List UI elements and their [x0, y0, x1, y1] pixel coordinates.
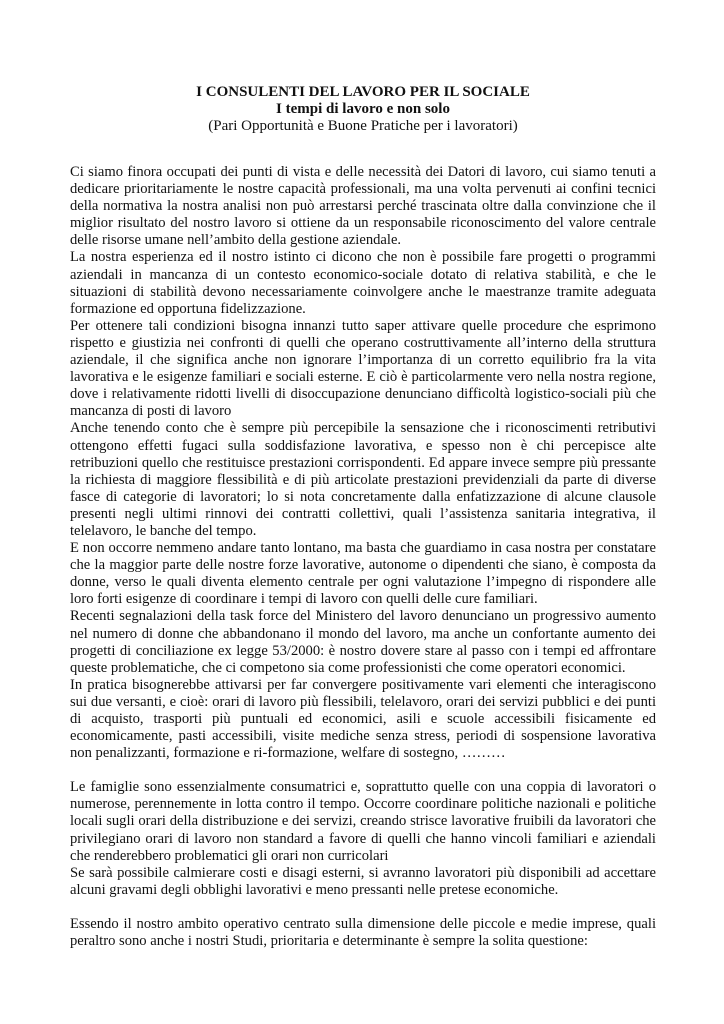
paragraph-3: Per ottenere tali condizioni bisogna innanzi tutto saper attivare quelle procedure che esprimono rispetto e giustizia nei confronti di quelli che operano costruttivamente all’interno della struttura aziendale, il che significa anche non ignorare l’importanza di un corretto equilibrio fra la vita lavorativa e le esigenze familiari e sociali esterne. E ciò è particolarmente vero nella nostra regione, dove i relativamente ridotti livelli di disoccupazione denunciano difficoltà logistico-sociali più che mancanza di posti di lavoro [70, 317, 656, 420]
paragraph-8: Le famiglie sono essenzialmente consumatrici e, soprattutto quelle con una coppia di lavoratori o numerose, perennemente in lotta contro il tempo. Occorre coordinare politiche nazionali e politiche locali sugli orari della distribuzione e dei servizi, creando strisce lavorative fruibili da lavoratori che privilegiano orari di lavoro non standard a favore di quelli che hanno vincoli familiari e aziendali che renderebbero problematici gli orari non curricolari [70, 779, 656, 864]
document-body [70, 164, 656, 950]
paragraph-2: La nostra esperienza ed il nostro istinto ci dicono che non è possibile fare progetti o programmi aziendali in mancanza di un contesto economico-sociale dotato di relativa stabilità, e che le situazioni di stabilità devono necessariamente coinvolgere anche le maestranze tramite adeguata formazione ed opportuna fidelizzazione. [70, 249, 656, 317]
paragraph-9: Se sarà possibile calmierare costi e disagi esterni, si avranno lavoratori più disponibili ad accettare alcuni gravami degli obblighi lavorativi e meno pressanti nelle pretese economiche. [70, 864, 656, 898]
paragraph-6: Recenti segnalazioni della task force del Ministero del lavoro denunciano un progressivo aumento nel numero di donne che abbandonano il mondo del lavoro, ma anche un confortante aumento dei progetti di conciliazione ex legge 53/2000: è nostro dovere stare al passo con i tempi ed affrontare queste problematiche, che ci competono sia come professionisti che come operatori economici. [70, 608, 656, 676]
document-tagline: (Pari Opportunità e Buone Pratiche per i lavoratori) [208, 118, 518, 134]
paragraph-gap [70, 899, 656, 916]
document-title: I CONSULENTI DEL LAVORO PER IL SOCIALE [196, 84, 530, 100]
paragraph-5: E non occorre nemmeno andare tanto lontano, ma basta che guardiamo in casa nostra per constatare che la maggior parte delle nostre forze lavorative, autonome o dipendenti che siano, è composta da donne, verso le quali diventa elemento centrale per ogni valutazione l’impegno di rispondere alle loro forti esigenze di coordinare i tempi di lavoro con quelli delle cure familiari. [70, 540, 656, 608]
paragraph-1: Ci siamo finora occupati dei punti di vista e delle necessità dei Datori di lavoro, cui siamo tenuti a dedicare prioritariamente le nostre capacità professionali, ma una volta pervenuti ai confini tecnici della normativa la nostra analisi non può arrestarsi perché trascinata oltre dalla convinzione che il miglior risultato del nostro lavoro si ottiene da un responsabile riconoscimento del valore centrale delle risorse umane nell’ambito della gestione aziendale. [70, 164, 656, 249]
document-subtitle: I tempi di lavoro e non solo [276, 101, 450, 117]
paragraph-10: Essendo il nostro ambito operativo centrato sulla dimensione delle piccole e medie imprese, quali peraltro sono anche i nostri Studi, prioritaria e determinante è sempre la solita questione: [70, 915, 656, 950]
document-header [70, 84, 656, 135]
paragraph-7: In pratica bisognerebbe attivarsi per far convergere positivamente vari elementi che interagiscono sui due versanti, e cioè: orari di lavoro più flessibili, telelavoro, orari dei servizi pubblici e dei punti di acquisto, trasporti più puntuali ed economici, asili e scuole accessibili fisicamente ed economicamente, pasti accessibili, visite mediche senza stress, periodi di sospensione lavorativa non penalizzanti, formazione e ri-formazione, welfare di sostegno, ……… [70, 676, 656, 762]
document-page [70, 84, 656, 950]
paragraph-4: Anche tenendo conto che è sempre più percepibile la sensazione che i riconoscimenti retributivi ottengono effetti fugaci sulla soddisfazione lavorativa, e spesso non è chi percepisce alte retribuzioni quello che restituisce prestazioni corrispondenti. Ed appare invece sempre più pressante la richiesta di maggiore flessibilità e di più articolate prestazioni previdenziali da parte di diverse fasce di categorie di lavoratori; lo si nota concretamente dalla enfatizzazione di alcune clausole presenti negli ultimi rinnovi dei contratti collettivi, quali l’assistenza sanitaria integrativa, il telelavoro, le banche del tempo. [70, 420, 656, 539]
paragraph-gap [70, 762, 656, 779]
